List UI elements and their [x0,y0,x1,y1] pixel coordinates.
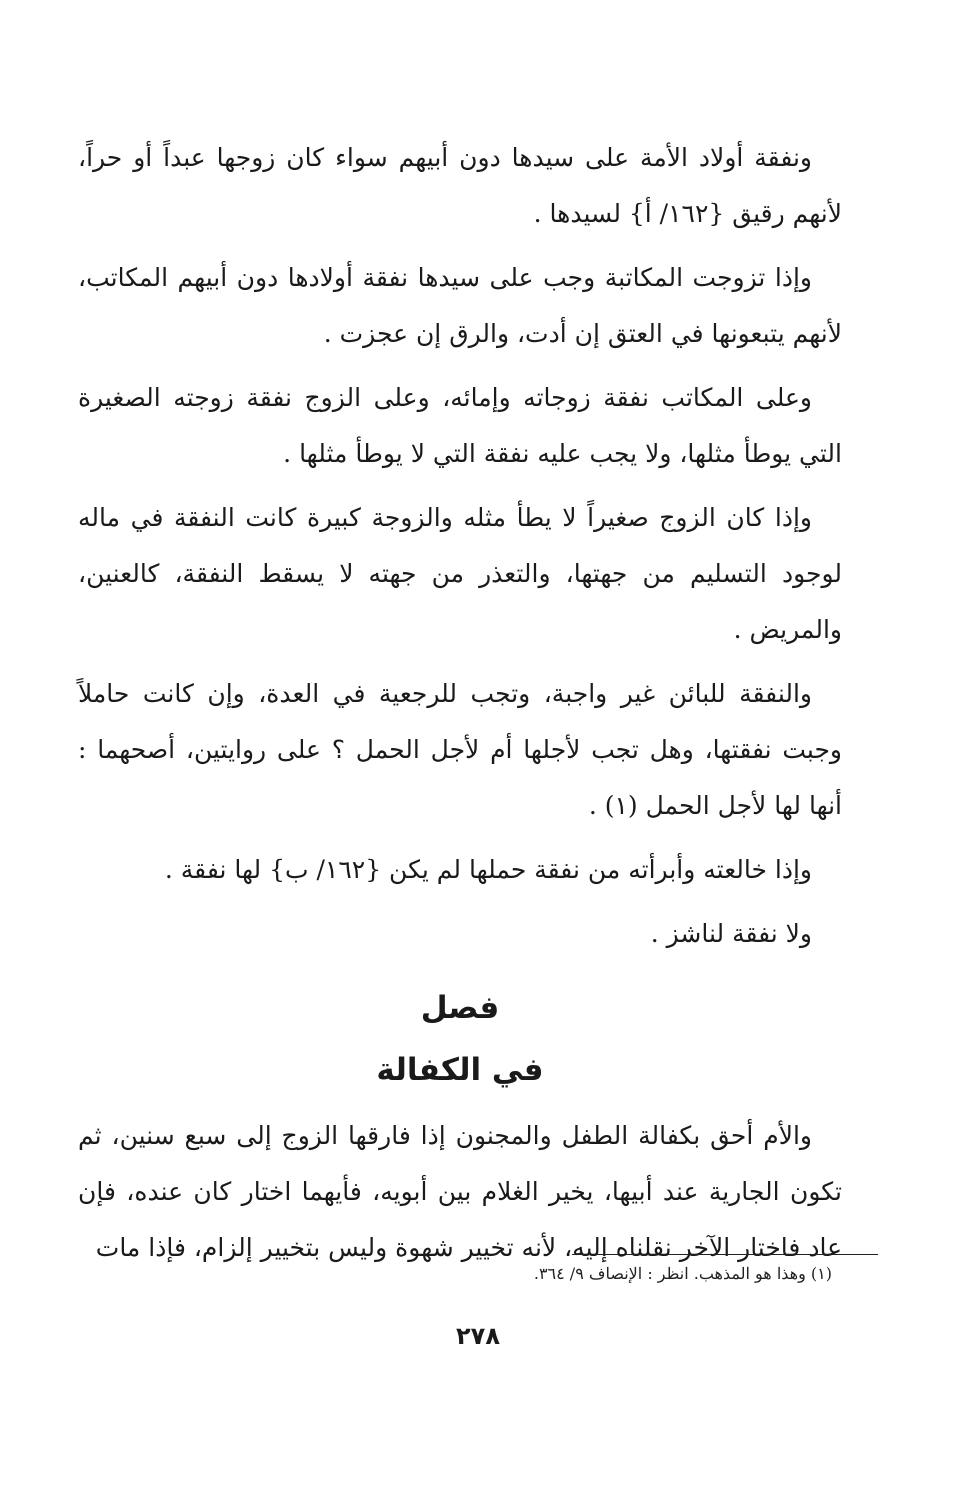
subject-heading: في الكفالة [376,1052,544,1088]
footnote: (١) وهذا هو المذهب. انظر : الإنصاف ٩/ ٣٦٤. [533,1264,832,1283]
paragraph-3: وعلى المكاتب نفقة زوجاته وإمائه، وعلى الزوج نفقة زوجته الصغيرة التي يوطأ مثلها، ولا يجب عليه نفقة التي لا يوطأ مثلها . [78,383,842,468]
paragraph-4: وإذا كان الزوج صغيراً لا يطأ مثله والزوجة كبيرة كانت النفقة في ماله لوجود التسليم من جهتها، والتعذر من جهته لا يسقط النفقة، كالعنين، والمريض . [78,503,842,644]
paragraph-final: والأم أحق بكفالة الطفل والمجنون إذا فارقها الزوج إلى سبع سنين، ثم تكون الجارية عند أبيها، يخير الغلام بين أبويه، فأيهما اختار كان عنده، فإن عاد فاختار الآخر نقلناه إليه، لأنه تخيير شهوة وليس بتخيير إلزام، فإذا مات [78,1121,842,1262]
paragraph-6: وإذا خالعته وأبرأته من نفقة حملها لم يكن {١٦٢/ ب} لها نفقة . [164,855,812,884]
page-body [78,130,842,1284]
paragraph-2: وإذا تزوجت المكاتبة وجب على سيدها نفقة أولادها دون أبيهم المكاتب، لأنهم يتبعونها في العتق إن أدت، والرق إن عجزت . [78,263,842,348]
paragraph-1: ونفقة أولاد الأمة على سيدها دون أبيهم سواء كان زوجها عبداً أو حراً، لأنهم رقيق {١٦٢/ أ} لسيدها . [78,143,842,228]
paragraph-5: والنفقة للبائن غير واجبة، وتجب للرجعية في العدة، وإن كانت حاملاً وجبت نفقتها، وهل تجب لأجلها أم لأجل الحمل ؟ على روايتين، أصحهما : أنها لها لأجل الحمل (١) . [78,679,842,820]
footnote-divider [572,1254,878,1255]
section-heading: فصل [420,990,500,1026]
paragraph-7: ولا نفقة لناشز . [650,919,812,948]
page-number: ٢٧٨ [456,1322,500,1350]
